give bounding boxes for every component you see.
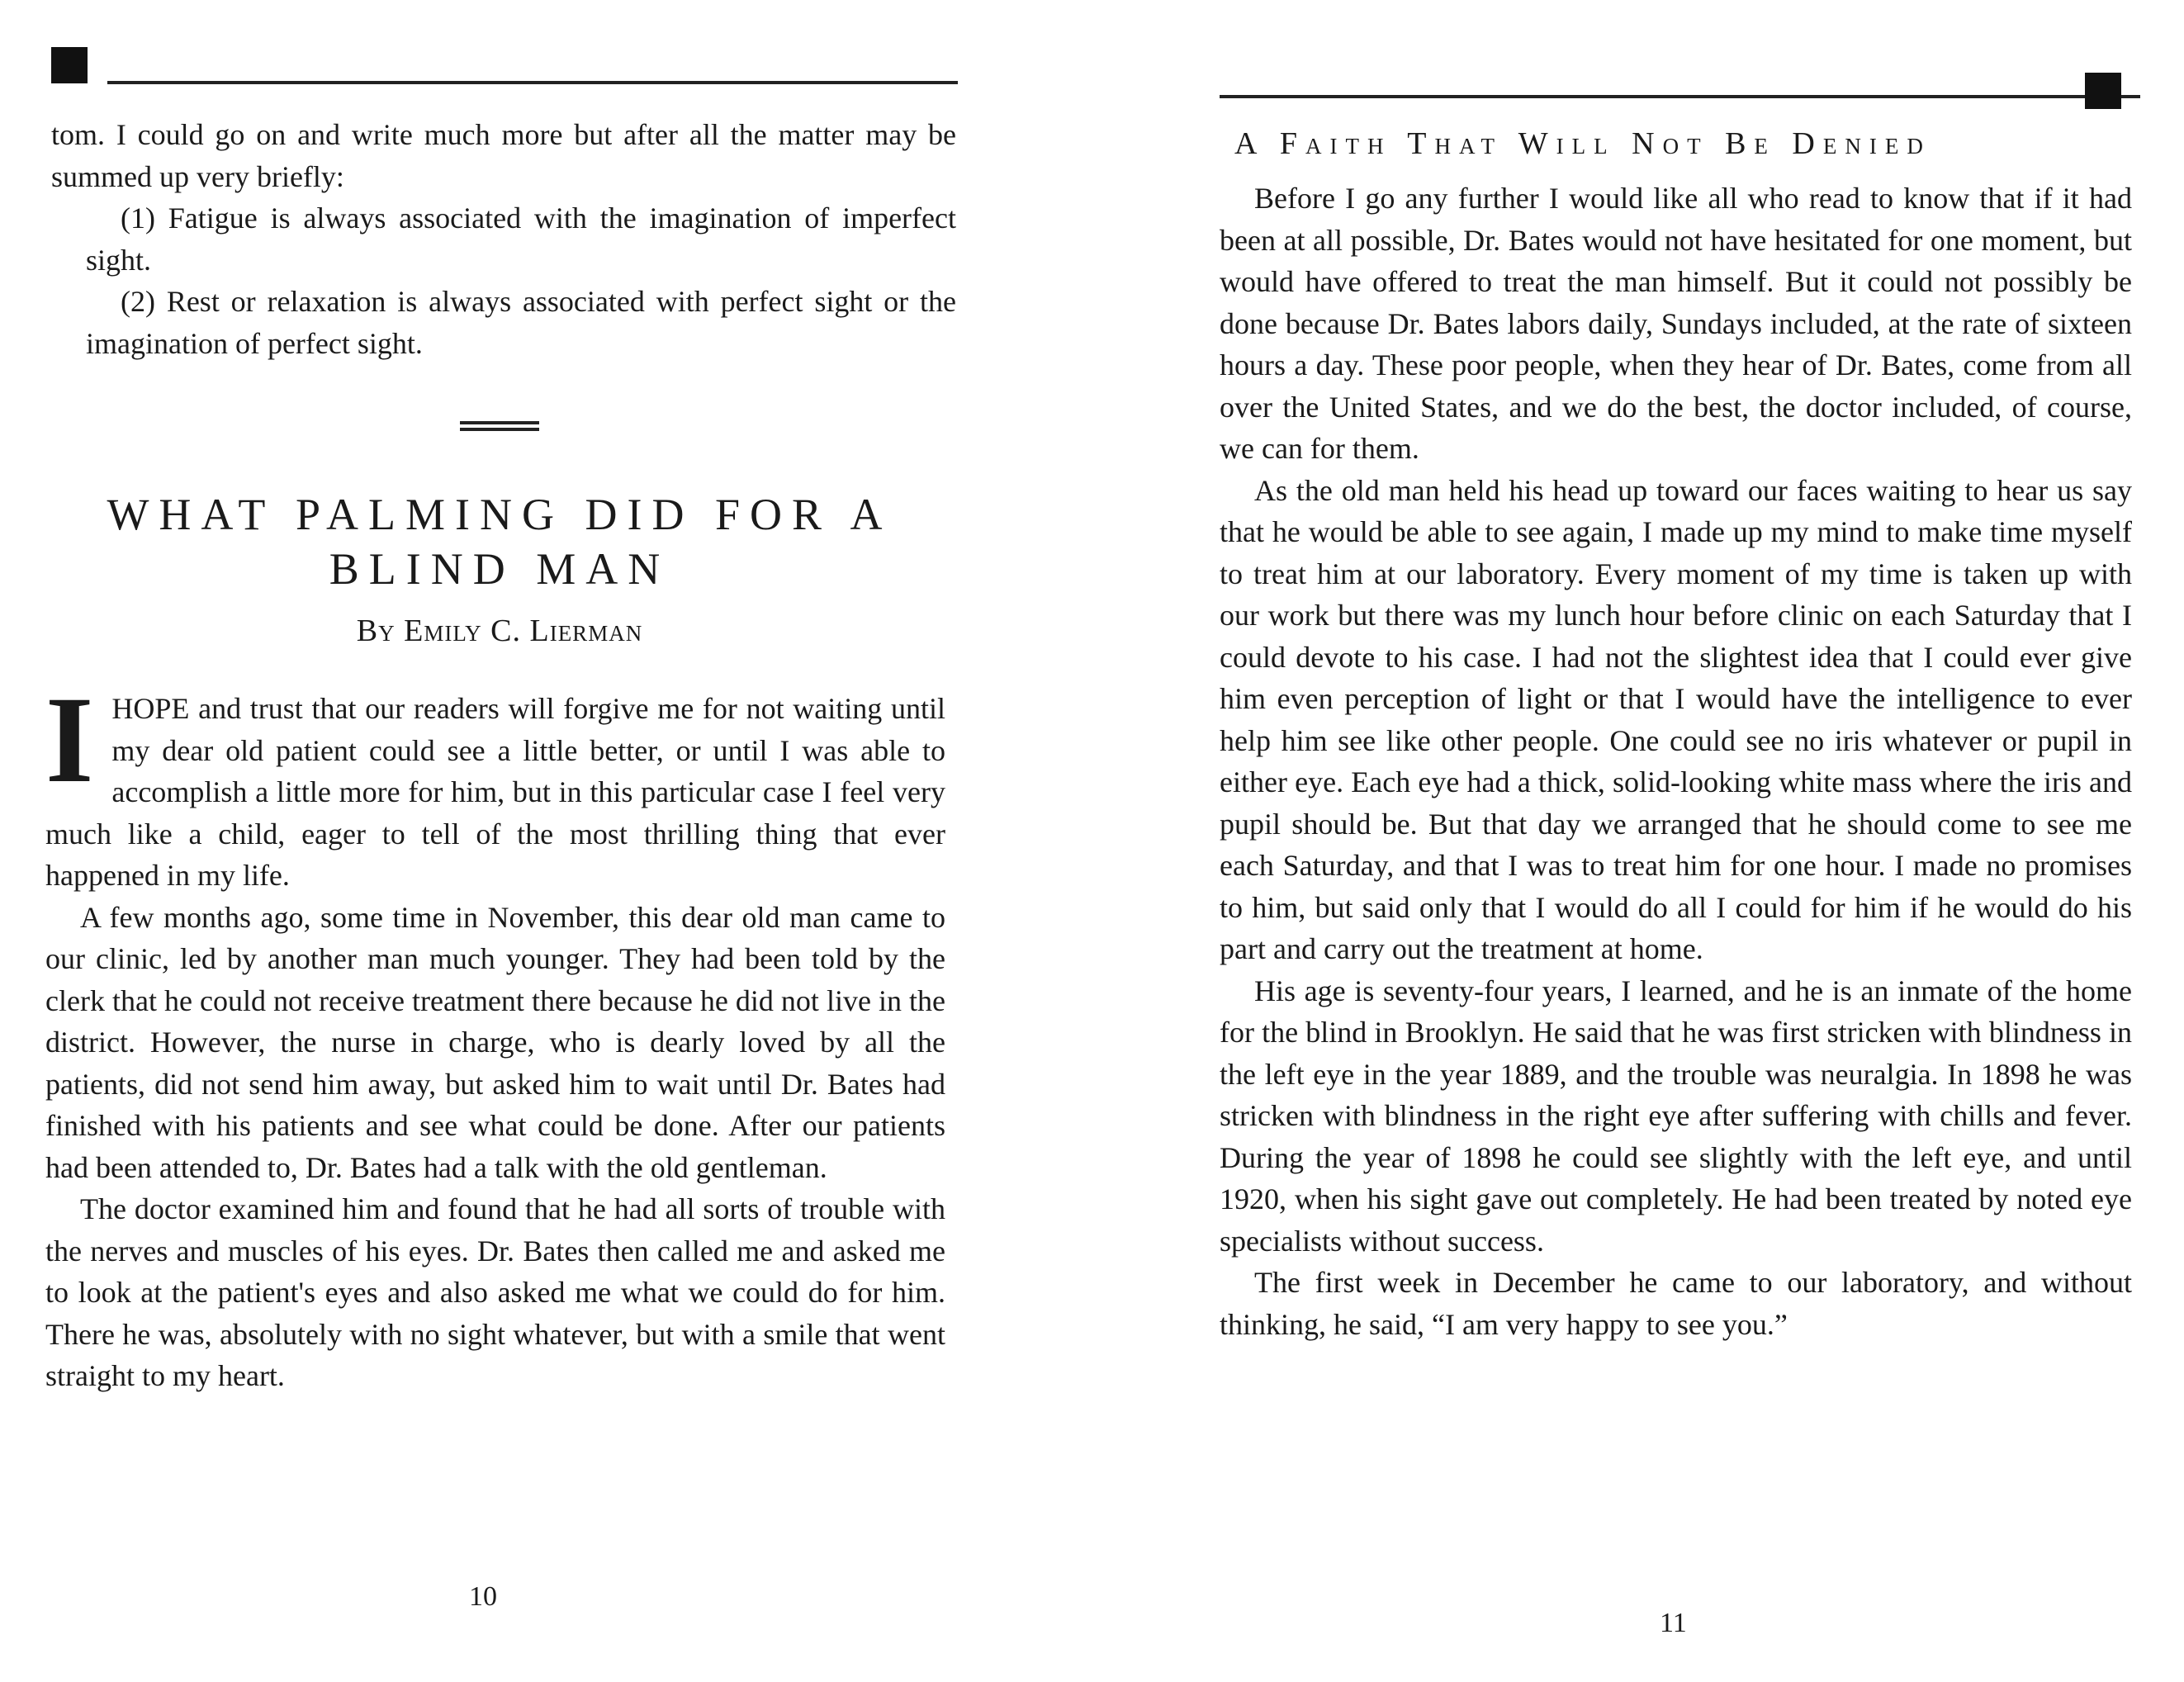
article-paragraph: The doctor examined him and found that he had all sorts of trouble with the nerves and muscles of his eyes. Dr. Bates then called me and asked me to look at the patient's eyes and also asked me what we could do for him. There he was, absolutely with no sight whatever, but with a smile that went straight to my heart. — [45, 1192, 945, 1392]
intro-text — [51, 114, 956, 364]
intro-line: tom. I could go on and write much more but after all the matter may be summed up very briefly: — [51, 118, 956, 193]
article-body — [45, 671, 945, 1397]
article-paragraph — [45, 671, 945, 897]
list-item-2: (2) Rest or relaxation is always associated with perfect sight or the imagination of perfect sight. — [86, 285, 956, 360]
running-head: A Faith That Will Not Be Denied — [1234, 126, 1931, 161]
right-body — [1220, 178, 2132, 1345]
article-paragraph: Before I go any further I would like all who read to know that if it had been at all possible, Dr. Bates would not have hesitated for one moment, but would have offered to treat the man himself. But it could not possibly be done because Dr. Bates labors daily, Sundays included, at the rate of sixteen hours a day. These poor people, when they hear of Dr. Bates, come from all over the United States, and we do the best, the doctor included, of course, we can for them. — [1220, 182, 2132, 465]
article-paragraph: The first week in December he came to our laboratory, and without thinking, he said, “I am very happy to see you.” — [1220, 1266, 2132, 1341]
page-number: 10 — [469, 1581, 497, 1612]
drop-cap: I — [45, 671, 94, 808]
right-page — [1092, 0, 2184, 1682]
paragraph-text: HOPE and trust that our readers will forgive me for not waiting until my dear old patient could see a little better, or until I was able to accomplish a little more for him, but in this particular case I feel very much like a child, eager to tell of the most thrilling thing that ever happened in my life. — [45, 692, 945, 892]
list-item-1: (1) Fatigue is always associated with the imagination of imperfect sight. — [86, 201, 956, 277]
corner-ornament — [51, 47, 88, 83]
article-paragraph: A few months ago, some time in November, this dear old man came to our clinic, led by another man much younger. They had been told by the clerk that he could not receive treatment there because he did not live in the district. However, the nurse in charge, who is dearly loved by all the patients, did not send him away, but asked him to wait until Dr. Bates had finished with his patients and see what could be done. After our patients had been attended to, Dr. Bates had a talk with the old gentleman. — [45, 900, 945, 1184]
section-separator — [460, 421, 539, 431]
article-byline: By Emily C. Lierman — [356, 614, 643, 648]
page-number: 11 — [1660, 1608, 1687, 1638]
header-rule — [107, 81, 958, 84]
article-paragraph: As the old man held his head up toward our faces waiting to hear us say that he would be able to see again, I made up my mind to make time myself to treat him at our laboratory. Every moment of my time is taken up with our work but there was my lunch hour before clinic on each Saturday that I could devote to his case. I had not the slightest idea that I could ever give him even perception of light or that I would have the intelligence to ever help him see like other people. One could see no iris whatever or pupil in either eye. Each eye had a thick, solid-looking white mass where the iris and pupil should be. But that day we arranged that he should come to see me each Saturday, and that I was to treat him for one hour. I made no promises to him, but said only that I would do all I could for him if he would do his part and carry out the treatment at home. — [1220, 473, 2132, 965]
article-paragraph: His age is seventy-four years, I learned, and he is an inmate of the home for the blind in Brooklyn. He said that he was first stricken with blindness in the left eye in the year 1889, and the trouble was neuralgia. In 1898 he was stricken with blindness in the right eye after suffering with chills and fever. During the year of 1898 he could see slightly with the left eye, and until 1920, when his sight gave out completely. He had been treated by noted eye specialists without success. — [1220, 974, 2132, 1258]
header-rule — [1220, 95, 2140, 98]
corner-ornament — [2085, 73, 2121, 109]
article-title: WHAT PALMING DID FOR A BLIND MAN — [107, 490, 893, 594]
